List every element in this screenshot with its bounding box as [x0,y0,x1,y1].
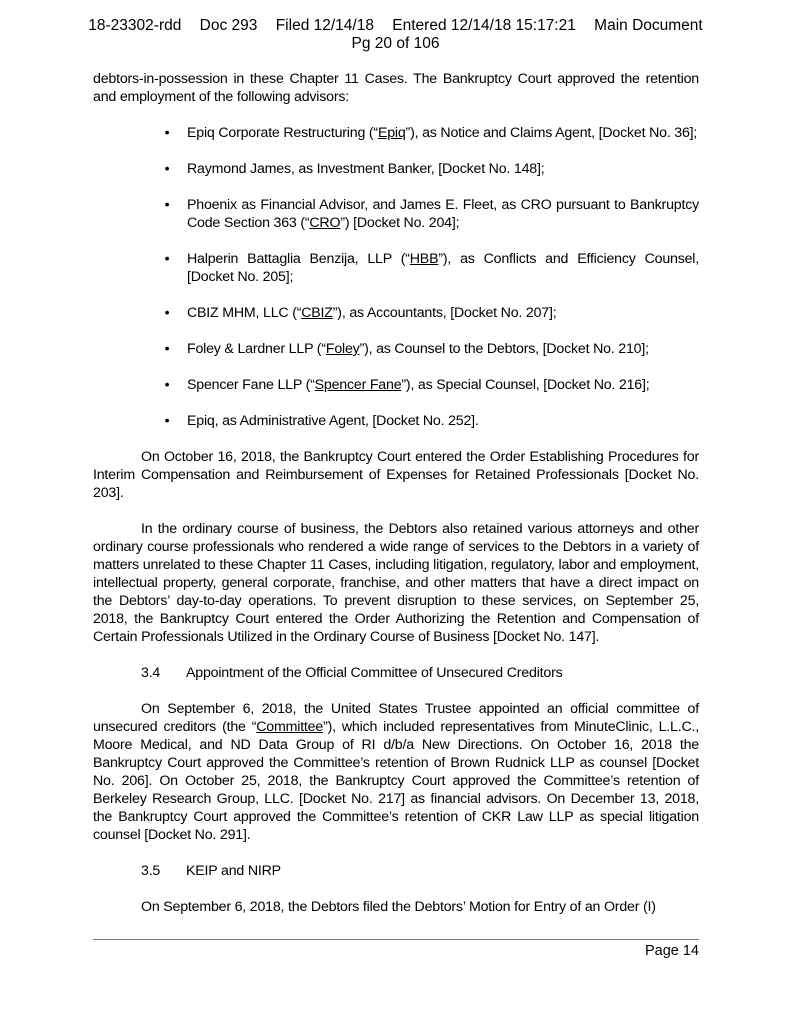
case-line [0,17,791,35]
intro-paragraph: debtors-in-possession in these Chapter 11 Cases. The Bankruptcy Court approved the retention and employment of the following advisors: [93,71,699,105]
advisor-list [93,124,699,430]
section-number: 3.5 [141,863,161,879]
list-item: • Epiq Corporate Restructuring (“Epiq”), as Notice and Claims Agent, [Docket No. 36]; [187,124,699,142]
section-heading-3-5 [93,862,699,880]
bullet-icon: • [164,413,170,429]
defined-term: HBB [409,251,439,267]
list-item: • CBIZ MHM, LLC (“CBIZ”), as Accountants, [Docket No. 207]; [187,304,699,322]
defined-term: Epiq [377,125,406,141]
defined-term: CBIZ [301,305,333,321]
list-item: • Foley & Lardner LLP (“Foley”), as Counsel to the Debtors, [Docket No. 210]; [187,340,699,358]
page-number: Page 14 [644,943,699,959]
bullet-icon: • [164,341,170,357]
document-body [93,70,699,934]
header-page-count: Pg 20 of 106 [351,35,440,52]
section-number: 3.4 [141,665,161,681]
section-title: KEIP and NIRP [186,863,281,879]
list-item: • Epiq, as Administrative Agent, [Docket No. 252]. [187,412,699,430]
list-item: • Raymond James, as Investment Banker, [Docket No. 148]; [187,160,699,178]
list-item: • Halperin Battaglia Benzija, LLP (“HBB”), as Conflicts and Efficiency Counsel, [Docket No. 205]; [187,250,699,286]
footer-divider [93,939,699,940]
page-header [0,17,791,53]
defined-term: CRO [309,215,341,231]
defined-term: Foley [325,341,360,357]
defined-term: Spencer Fane [314,377,402,393]
bullet-icon: • [164,377,170,393]
section-title: Appointment of the Official Committee of Unsecured Creditors [186,665,563,681]
entered-date: Entered 12/14/18 15:17:21 [392,17,576,34]
bullet-icon: • [164,125,170,141]
case-number: 18-23302-rdd [88,17,182,34]
doc-number: Doc 293 [199,17,258,34]
keip-paragraph: On September 6, 2018, the Debtors filed the Debtors’ Motion for Entry of an Order (I) [141,899,656,915]
section-heading-3-4 [93,664,699,682]
bullet-icon: • [164,305,170,321]
main-document-label: Main Document [594,17,703,34]
ordinary-course-paragraph: In the ordinary course of business, the Debtors also retained various attorneys and other ordinary course professionals who rendered a wide range of services to the Debtors in a variety of matters unrelated to these Chapter 11 Cases, including litigation, regulatory, labor and employment, intellectual property, general corporate, franchise, and other matters that have a direct impact on the Debtors’ day-to-day operations. To prevent disruption to these services, on September 25, 2018, the Bankruptcy Court entered the Order Authorizing the Retention and Compensation of Certain Professionals Utilized in the Ordinary Course of Business [Docket No. 147]. [93,521,699,645]
bullet-icon: • [164,161,170,177]
bullet-icon: • [164,251,170,267]
interim-compensation-paragraph: On October 16, 2018, the Bankruptcy Court entered the Order Establishing Procedures for Interim Compensation and Reimbursement of Expenses for Retained Professionals [Docket No. 203]. [93,449,699,501]
list-item: • Phoenix as Financial Advisor, and James E. Fleet, as CRO pursuant to Bankruptcy Code Section 363 (“CRO”) [Docket No. 204]; [187,196,699,232]
bullet-icon: • [164,197,170,213]
committee-paragraph: On September 6, 2018, the United States Trustee appointed an official committee of unsecured creditors (the “Committee”), which included representatives from MinuteClinic, L.L.C., Moore Medical, and ND Data Group of RI d/b/a New Directions. On October 16, 2018 the Bankruptcy Court approved the Committee’s retention of Brown Rudnick LLP as counsel [Docket No. 206]. On October 25, 2018, the Bankruptcy Court approved the Committee’s retention of Berkeley Research Group, LLC. [Docket No. 217] as financial advisors. On December 13, 2018, the Bankruptcy Court approved the Committee’s retention of CKR Law LLP as special litigation counsel [Docket No. 291]. [93,701,700,843]
list-item: • Spencer Fane LLP (“Spencer Fane”), as Special Counsel, [Docket No. 216]; [187,376,699,394]
filed-date: Filed 12/14/18 [275,17,374,34]
defined-term: Committee [256,719,324,735]
